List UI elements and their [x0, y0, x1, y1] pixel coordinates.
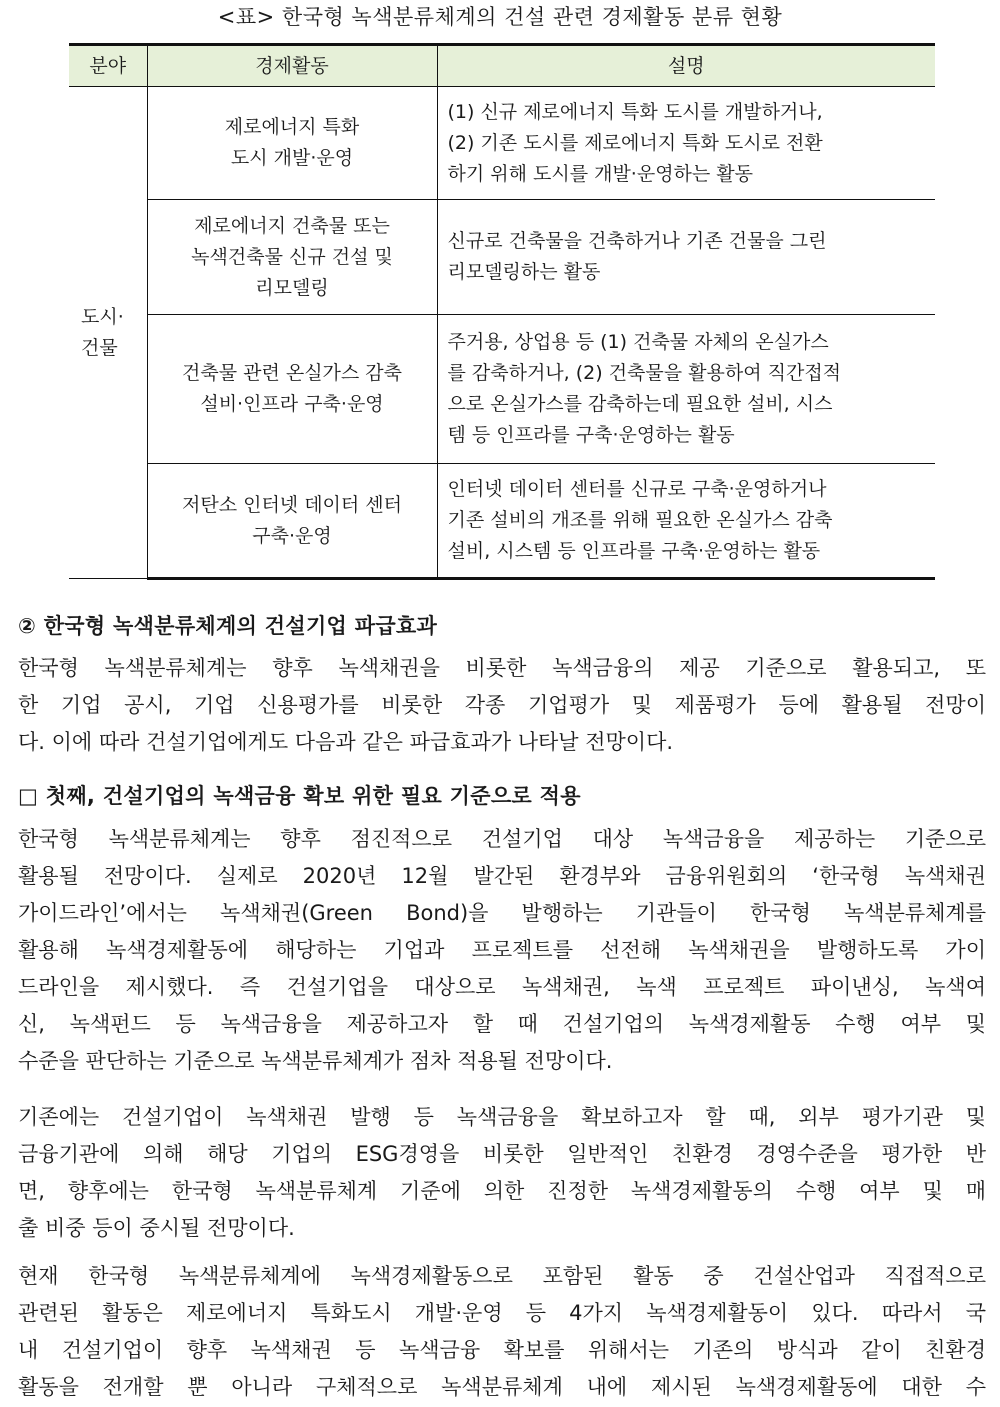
activity-cell — [147, 315, 437, 464]
field-line: 도시· — [81, 305, 124, 328]
paragraph-line: 금융기관에 의해 해당 기업의 ESG경영을 비롯한 일반적인 친환경 경영수준을 평가한 반 — [18, 1142, 986, 1166]
activity-line: 녹색건축물 신규 건설 및 — [191, 245, 393, 268]
description-line: 으로 온실가스를 감축하는데 필요한 설비, 시스 — [447, 393, 833, 415]
activity-line: 설비·인프라 구축·운영 — [200, 393, 384, 415]
paragraph-line: 신, 녹색펀드 등 녹색금융을 제공하고자 할 때 건설기업의 녹색경제활동 수행 여부 및 — [18, 1012, 986, 1036]
description-line: (2) 기존 도시를 제로에너지 특화 도시로 전환 — [447, 131, 823, 154]
paragraph-line: 수준을 판단하는 기준으로 녹색분류체계가 점차 적용될 전망이다. — [18, 1049, 613, 1073]
header-activity: 경제활동 — [147, 45, 437, 87]
description-line: 신규로 건축물을 건축하거나 기존 건물을 그린 — [447, 230, 827, 252]
paragraph-line: 한 기업 공시, 기업 신용평가를 비롯한 각종 기업평가 및 제품평가 등에 활용될 전망이 — [18, 693, 986, 717]
paragraph-line: 내 건설기업이 향후 녹색채권 등 녹색금융 확보를 위해서는 기존의 방식과 같이 친환경 — [18, 1338, 986, 1362]
paragraph-line: 드라인을 제시했다. 즉 건설기업을 대상으로 녹색채권, 녹색 프로젝트 파이낸싱, 녹색여 — [18, 975, 986, 999]
description-line: 하기 위해 도시를 개발·운영하는 활동 — [447, 162, 754, 185]
paragraph-line: 활용해 녹색경제활동에 해당하는 기업과 프로젝트를 선전해 녹색채권을 발행하도록 가이 — [18, 938, 986, 962]
paragraph-line: 기존에는 건설기업이 녹색채권 발행 등 녹색금융을 확보하고자 할 때, 외부 평가기관 및 — [18, 1105, 986, 1129]
description-line: 인터넷 데이터 센터를 신규로 구축·운영하거나 — [447, 478, 827, 500]
description-cell — [437, 464, 935, 579]
table-row — [69, 87, 935, 200]
description-cell — [437, 87, 935, 200]
paragraph-line: 현재 한국형 녹색분류체계에 녹색경제활동으로 포함된 활동 중 건설산업과 직접적으로 — [18, 1264, 986, 1288]
section-paragraph — [18, 650, 986, 761]
header-description: 설명 — [437, 45, 935, 87]
description-line: 를 감축하거나, (2) 건축물을 활용하여 직간접적 — [447, 362, 842, 384]
field-cell — [69, 87, 147, 579]
description-line: (1) 신규 제로에너지 특화 도시를 개발하거나, — [447, 100, 823, 123]
activity-cell — [147, 87, 437, 200]
description-line: 설비, 시스템 등 인프라를 구축·운영하는 활동 — [447, 540, 821, 562]
paragraph-line: 한국형 녹색분류체계는 향후 점진적으로 건설기업 대상 녹색금융을 제공하는 기준으로 — [18, 827, 986, 851]
body-paragraph-3 — [18, 1258, 986, 1406]
description-line: 기존 설비의 개조를 위해 필요한 온실가스 감축 — [447, 509, 833, 531]
paragraph-line: 한국형 녹색분류체계는 향후 녹색채권을 비롯한 녹색금융의 제공 기준으로 활용되고, 또 — [18, 656, 986, 680]
activity-line: 제로에너지 건축물 또는 — [194, 214, 390, 237]
activity-cell — [147, 464, 437, 579]
paragraph-line: 다. 이에 따라 건설기업에게도 다음과 같은 파급효과가 나타날 전망이다. — [18, 730, 674, 754]
activity-line: 리모델링 — [255, 276, 329, 299]
paragraph-line: 활동을 전개할 뿐 아니라 구체적으로 녹색분류체계 내에 제시된 녹색경제활동에 대한 수 — [18, 1375, 986, 1399]
paragraph-line: 활용될 전망이다. 실제로 2020년 12월 발간된 환경부와 금융위원회의 ‘한국형 녹색채권 — [18, 864, 986, 888]
description-line: 주거용, 상업용 등 (1) 건축물 자체의 온실가스 — [447, 331, 829, 353]
header-field: 분야 — [69, 45, 147, 87]
table-header-row — [69, 45, 935, 87]
paragraph-line: 면, 향후에는 한국형 녹색분류체계 기준에 의한 진정한 녹색경제활동의 수행 여부 및 매 — [18, 1179, 986, 1203]
description-cell — [437, 315, 935, 464]
table-row — [69, 464, 935, 579]
section-heading: ② 한국형 녹색분류체계의 건설기업 파급효과 — [18, 614, 438, 638]
paragraph-line: 출 비중 등이 중시될 전망이다. — [18, 1216, 295, 1240]
activity-line: 구축·운영 — [252, 524, 332, 547]
body-paragraph-1 — [18, 821, 986, 1080]
subsection-heading: □ 첫째, 건설기업의 녹색금융 확보 위한 필요 기준으로 적용 — [18, 784, 581, 808]
description-line: 리모델링하는 활동 — [447, 261, 601, 283]
table-caption: <표> 한국형 녹색분류체계의 건설 관련 경제활동 분류 현황 — [217, 5, 783, 29]
activity-line: 도시 개발·운영 — [230, 147, 354, 169]
activity-line: 건축물 관련 온실가스 감축 — [181, 362, 402, 384]
description-line: 템 등 인프라를 구축·운영하는 활동 — [447, 424, 735, 446]
table-row — [69, 315, 935, 464]
field-line: 건물 — [81, 336, 118, 359]
activity-line: 제로에너지 특화 — [224, 116, 360, 138]
activity-line: 저탄소 인터넷 데이터 센터 — [181, 493, 402, 516]
table-row — [69, 200, 935, 315]
paragraph-line: 관련된 활동은 제로에너지 특화도시 개발·운영 등 4가지 녹색경제활동이 있다. 따라서 국 — [18, 1301, 986, 1325]
description-cell — [437, 200, 935, 315]
activity-cell — [147, 200, 437, 315]
body-paragraph-2 — [18, 1099, 986, 1247]
classification-table — [69, 43, 935, 580]
paragraph-line: 가이드라인’에서는 녹색채권(Green Bond)을 발행하는 기관들이 한국형 녹색분류체계를 — [18, 901, 986, 925]
